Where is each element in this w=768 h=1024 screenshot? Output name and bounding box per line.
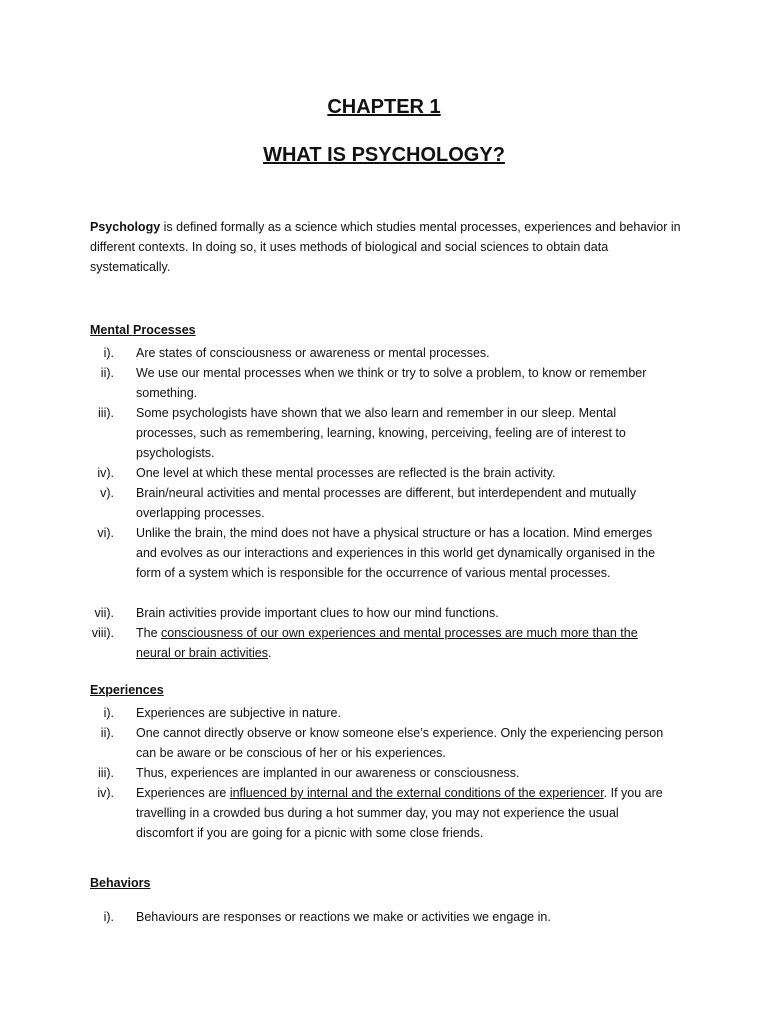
- section-heading-experiences: Experiences: [90, 683, 164, 697]
- list-text: We use our mental processes when we think or try to solve a problem, to know or remember something.: [136, 366, 647, 400]
- list-number: vi).: [97, 526, 114, 540]
- page-title: WHAT IS PSYCHOLOGY?: [263, 144, 505, 166]
- text-part: The: [136, 626, 162, 640]
- list-text: Unlike the brain, the mind does not have a physical structure or has a location. Mind emerges and evolves as our interactions and experiences in this world get dynamically organised in the form of a system which is responsible for the occurrence of various mental processes.: [136, 526, 656, 580]
- list-number: v).: [100, 486, 114, 500]
- list-number: viii).: [91, 626, 114, 640]
- text-part: . If you are travelling in a crowded bus during a hot summer day, you may not experience the usual discomfort if you are going for a picnic with some close friends.: [136, 786, 663, 840]
- list-number: iii).: [98, 766, 114, 780]
- list-number: i).: [103, 910, 114, 924]
- list-number: iv).: [97, 466, 114, 480]
- intro-text-3: systematically.: [90, 260, 171, 274]
- list-text: One level at which these mental processes are reflected is the brain activity.: [136, 466, 556, 480]
- list-number: ii).: [100, 726, 114, 740]
- list-number: iv).: [97, 786, 114, 800]
- list-text: Brain activities provide important clues to how our mind functions.: [136, 606, 499, 620]
- list-text: One cannot directly observe or know someone else’s experience. Only the experiencing person can be aware or be conscious of her or his experiences.: [136, 726, 664, 760]
- list-text: Thus, experiences are implanted in our awareness or consciousness.: [136, 766, 520, 780]
- section-heading-mental-processes: Mental Processes: [90, 323, 196, 337]
- list-text: [136, 783, 666, 843]
- intro-paragraph: [90, 217, 690, 277]
- list-text: Experiences are subjective in nature.: [136, 706, 341, 720]
- underlined-text: influenced by internal and the external conditions of the experiencer: [229, 786, 604, 800]
- list-number: iii).: [98, 406, 114, 420]
- chapter-heading: CHAPTER 1: [327, 96, 441, 118]
- intro-term: Psychology: [90, 220, 161, 234]
- list-number: i).: [103, 346, 114, 360]
- list-number: ii).: [100, 366, 114, 380]
- list-number: i).: [103, 706, 114, 720]
- intro-text-2: different contexts. In doing so, it uses methods of biological and social sciences to obtain data: [90, 240, 609, 254]
- list-number: vii).: [94, 606, 114, 620]
- list-text: Some psychologists have shown that we also learn and remember in our sleep. Mental processes, such as remembering, learning, knowing, perceiving, feeling are of interest to psychologists.: [136, 406, 626, 460]
- underlined-text: consciousness of our own experiences and mental processes are much more than the neural or brain activities: [136, 626, 638, 660]
- list-text: Are states of consciousness or awareness or mental processes.: [136, 346, 490, 360]
- intro-text-1: is defined formally as a science which studies mental processes, experiences and behavior in: [160, 220, 681, 234]
- list-text: Brain/neural activities and mental processes are different, but interdependent and mutually overlapping processes.: [136, 486, 637, 520]
- list-text: [136, 623, 666, 663]
- list-text: Behaviours are responses or reactions we make or activities we engage in.: [136, 910, 551, 924]
- text-part: Experiences are: [136, 786, 230, 800]
- section-heading-behaviors: Behaviors: [90, 876, 151, 890]
- text-part: .: [268, 646, 272, 660]
